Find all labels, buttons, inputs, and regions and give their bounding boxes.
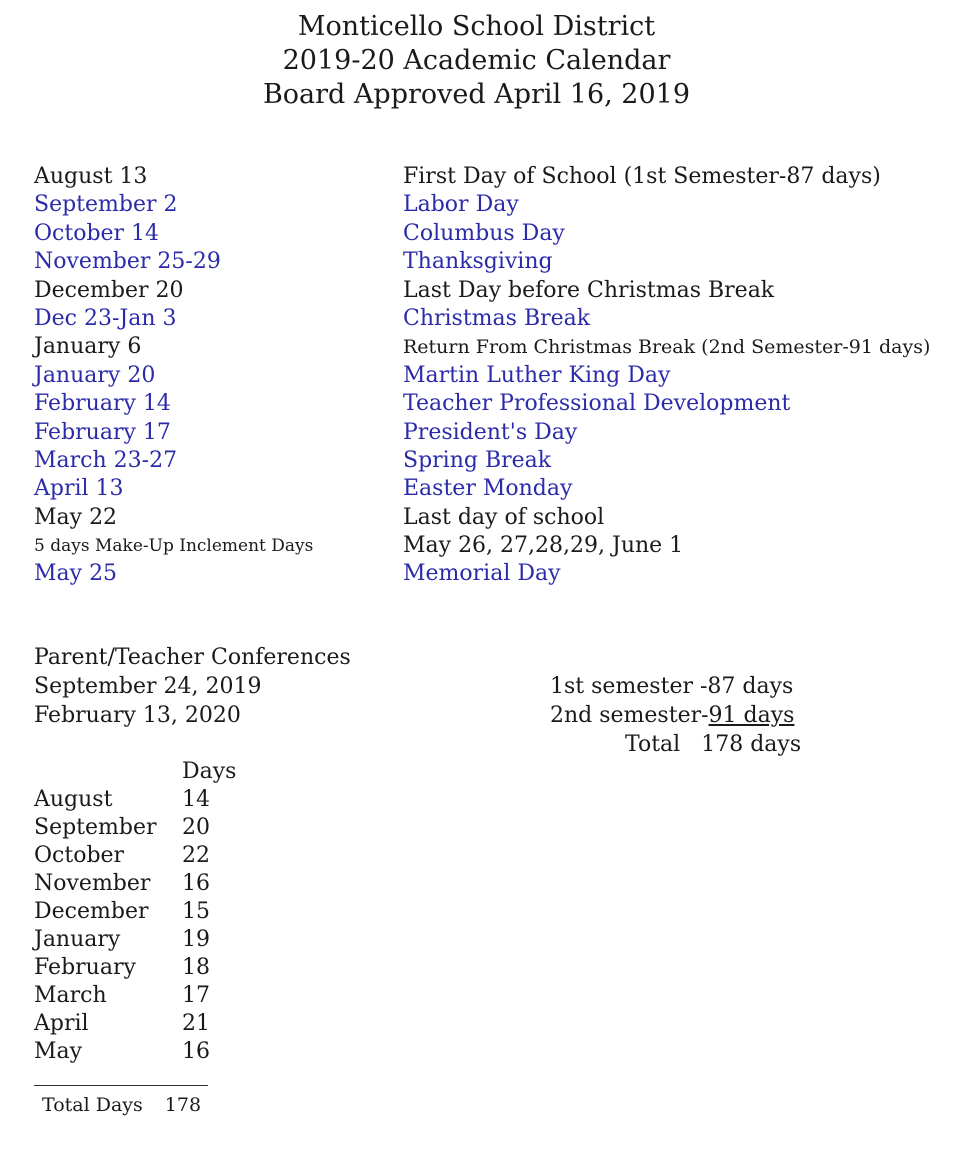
event-date: January 20 (34, 362, 156, 388)
event-date: November 25-29 (34, 249, 221, 275)
table-row (34, 926, 236, 954)
event-date: April 13 (34, 476, 124, 502)
event-row (34, 163, 953, 191)
event-row (34, 475, 953, 503)
event-date: December 20 (34, 277, 184, 303)
month-name: March (34, 983, 107, 1008)
semester-total-label: Total (625, 732, 681, 757)
month-days: 17 (182, 983, 210, 1008)
month-name: May (34, 1039, 83, 1064)
event-date: February 14 (34, 391, 171, 417)
table-row (34, 1010, 236, 1038)
month-days: 18 (182, 955, 210, 980)
event-row (34, 362, 953, 390)
total-divider (34, 1085, 208, 1086)
event-description: Last Day before Christmas Break (403, 277, 775, 303)
table-row (34, 842, 236, 870)
conferences-title: Parent/Teacher Conferences (34, 645, 351, 670)
event-row (34, 305, 953, 333)
event-date: January 6 (34, 334, 142, 360)
event-description: Labor Day (403, 192, 519, 218)
month-days-table (34, 758, 236, 1066)
table-row (34, 898, 236, 926)
second-semester-label: 2nd semester- (550, 703, 709, 728)
month-name: October (34, 843, 125, 868)
event-date: May 25 (34, 561, 118, 587)
table-row (34, 954, 236, 982)
event-description: Easter Monday (403, 476, 573, 502)
month-name: August (34, 787, 113, 812)
table-row (34, 814, 236, 842)
event-description: Martin Luther King Day (403, 362, 671, 388)
event-description: Last day of school (403, 504, 605, 530)
conference-date: February 13, 2020 (34, 703, 241, 728)
document-header (0, 10, 953, 112)
semester-total (550, 730, 801, 759)
event-date: August 13 (34, 164, 148, 189)
event-date: September 2 (34, 192, 178, 218)
event-row (34, 191, 953, 219)
event-row (34, 220, 953, 248)
month-days: 21 (182, 1011, 210, 1036)
month-days: 22 (182, 843, 210, 868)
month-name: February (34, 955, 136, 980)
month-name: December (34, 899, 149, 924)
table-row (34, 786, 236, 814)
total-days-row (42, 1092, 201, 1118)
calendar-title: 2019-20 Academic Calendar (282, 45, 671, 76)
event-row (34, 390, 953, 418)
total-days-value: 178 (164, 1094, 202, 1116)
event-row (34, 532, 953, 560)
month-name: January (34, 927, 121, 952)
month-days: 15 (182, 899, 210, 924)
event-date: October 14 (34, 220, 160, 246)
event-row (34, 447, 953, 475)
event-date: February 17 (34, 419, 171, 445)
event-description: First Day of School (1st Semester-87 days) (403, 164, 881, 189)
conference-date: September 24, 2019 (34, 674, 262, 699)
table-row (34, 870, 236, 898)
district-name: Monticello School District (297, 11, 656, 42)
event-description: Spring Break (403, 447, 552, 473)
total-days-label: Total Days (42, 1094, 143, 1116)
event-description: Columbus Day (403, 220, 565, 246)
approval-line: Board Approved April 16, 2019 (262, 79, 691, 110)
second-semester (550, 701, 801, 730)
event-date: March 23-27 (34, 447, 178, 473)
first-semester: 1st semester -87 days (550, 674, 794, 699)
event-description: Return From Christmas Break (2nd Semester-91 days) (403, 336, 931, 359)
month-days: 16 (182, 1039, 210, 1064)
event-description: President's Day (403, 419, 578, 445)
event-date: May 22 (34, 504, 118, 530)
event-description: Teacher Professional Development (403, 391, 791, 417)
event-row (34, 333, 953, 361)
event-row (34, 248, 953, 276)
event-date: 5 days Make-Up Inclement Days (34, 536, 314, 557)
event-row (34, 277, 953, 305)
event-row (34, 504, 953, 532)
event-description: Christmas Break (403, 305, 591, 331)
table-row (34, 982, 236, 1010)
event-row (34, 560, 953, 588)
month-days: 19 (182, 927, 210, 952)
event-description: May 26, 27,28,29, June 1 (403, 533, 684, 559)
second-semester-days: 91 days (708, 703, 795, 728)
days-header: Days (182, 759, 237, 784)
table-row (34, 1038, 236, 1066)
semester-total-value: 178 days (701, 732, 802, 757)
event-row (34, 419, 953, 447)
events-list (34, 163, 953, 589)
conferences-section (34, 643, 351, 730)
month-days: 20 (182, 815, 210, 840)
month-name: November (34, 871, 151, 896)
month-name: April (34, 1011, 89, 1036)
month-days: 16 (182, 871, 210, 896)
event-description: Thanksgiving (403, 249, 553, 275)
event-description: Memorial Day (403, 561, 561, 587)
event-date: Dec 23-Jan 3 (34, 305, 177, 331)
month-days: 14 (182, 787, 210, 812)
month-name: September (34, 815, 157, 840)
semester-summary (550, 672, 801, 759)
